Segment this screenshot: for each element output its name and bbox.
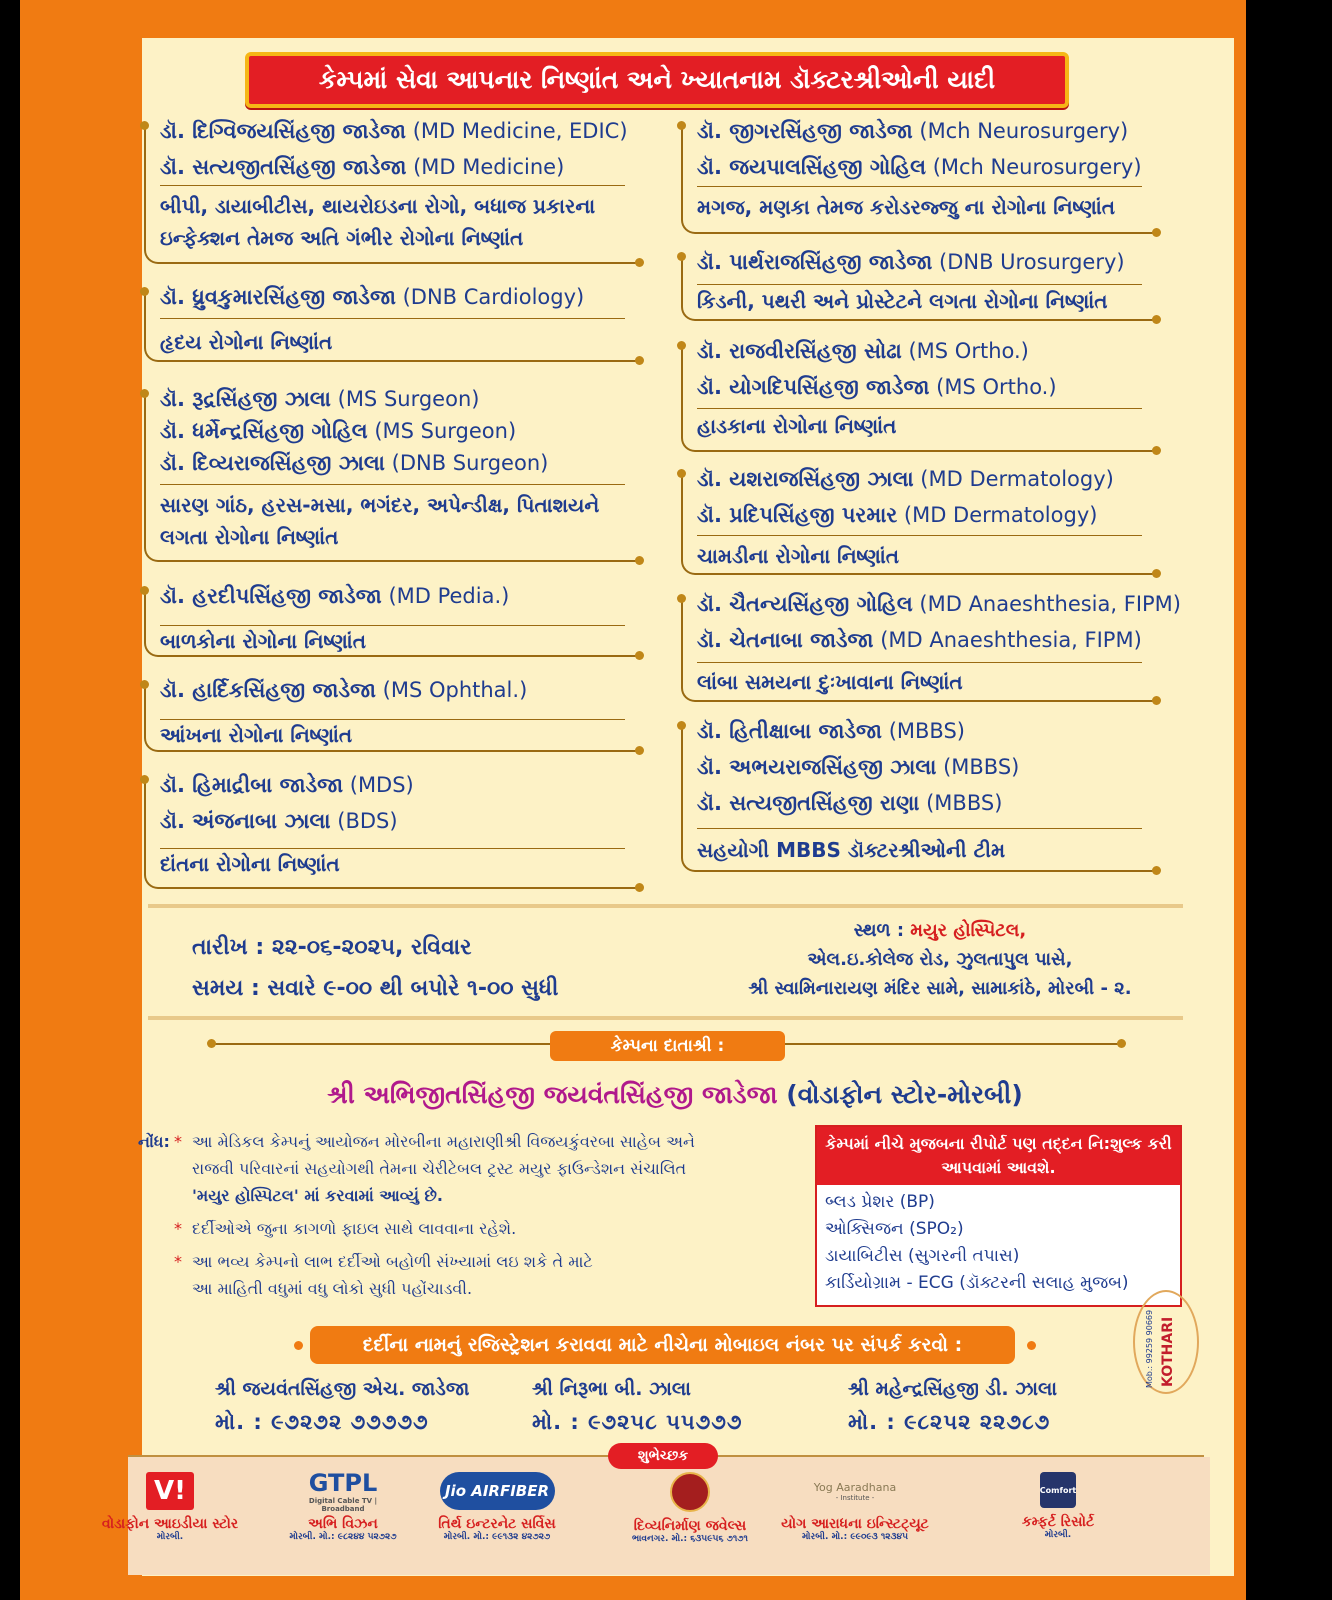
doctor-qualification: (MBBS) — [926, 791, 1003, 815]
specialty-line: સારણ ગાંઠ, હરસ-મસા, ભગંદર, અપેન્ડીક્ષ, પિતાશયને — [160, 493, 600, 517]
specialty-text — [697, 666, 1142, 698]
divider — [148, 904, 1183, 908]
doctor-entry — [697, 149, 1142, 185]
contact-phone: મો. : ૯૭૨૫૮ ૫૫૭૭૭ — [532, 1410, 743, 1434]
bracket-dot — [1152, 446, 1161, 455]
specialty-line: દાંતના રોગોના નિષ્ણાંત — [160, 852, 340, 876]
doctor-qualification: (MD Dermatology) — [903, 503, 1098, 527]
doctor-entry — [160, 803, 398, 839]
sponsor-address: મોરબી. મો.: ૯૮૨૪૪ ૫૨૭૨૭ — [289, 1532, 397, 1542]
note-line: આ ભવ્ય કેમ્પનો લાભ દર્દીઓ બહોળી સંખ્યામાં લઇ શકે તે માટે — [192, 1252, 593, 1271]
bracket-dot — [1152, 315, 1161, 324]
free-reports-header: કેમ્પમાં નીચે મુજબના રીપોર્ટ પણ તદ્દન નિ:શુલ્ક કરી આપવામાં આવશે. — [817, 1127, 1180, 1185]
doctor-name: ડૉ. સત્યજીતસિંહજી જાડેજા — [160, 155, 407, 179]
contact-name: શ્રી નિરૂભા બી. ઝાલા — [532, 1378, 691, 1400]
doctor-entry — [160, 413, 516, 449]
doctor-name: ડૉ. ચેતનાબા જાડેજા — [697, 628, 874, 652]
bracket-dot — [677, 121, 686, 130]
specialty-text — [160, 719, 625, 751]
printer-logo-mobile: Mob.: 99259 90669 — [1145, 1309, 1154, 1388]
sponsor-logo-text: GTPL — [308, 1469, 378, 1497]
sponsor-logo — [146, 1472, 194, 1510]
sponsor-address: મોરબી. — [156, 1532, 184, 1542]
doctor-qualification: (MS Ophthal.) — [382, 678, 528, 702]
doctor-entry — [697, 369, 1057, 405]
specialty-line: આંખના રોગોના નિષ્ણાંત — [160, 723, 353, 747]
doctor-entry — [697, 749, 1019, 785]
doctor-name: ડૉ. યોગદિપસિંહજી જાડેજા — [697, 375, 930, 399]
specialty-text — [697, 540, 1142, 572]
specialty-line: બાળકોના રોગોના નિષ્ણાંત — [160, 629, 366, 653]
bracket-dot — [1152, 569, 1161, 578]
sponsor-logo — [805, 1472, 905, 1510]
doctor-name: ડૉ. દિવ્યરાજસિંહજી ઝાલા — [160, 451, 385, 475]
specialty-line: હૃદય રોગોના નિષ્ણાંત — [160, 330, 333, 354]
doctor-name: ડૉ. રાજવીરસિંહજી સોઢા — [697, 339, 902, 363]
sponsor-logo-text: Yog Aaradhana — [813, 1480, 897, 1494]
contact-name: શ્રી મહેન્દ્રસિંહજી ડી. ઝાલા — [848, 1378, 1058, 1400]
venue-name: મયુર હોસ્પિટલ, — [910, 920, 1027, 941]
specialty-text — [160, 489, 625, 553]
doctor-qualification: (BDS) — [337, 809, 398, 833]
venue-label: સ્થળ : — [853, 920, 911, 941]
sponsor-logo — [440, 1472, 555, 1510]
sponsor-logo-subtext: Digital Cable TV | Broadband — [308, 1497, 378, 1513]
free-report-item: ઓક્સિજન (SPO₂) — [825, 1219, 964, 1239]
doctor-entry — [697, 333, 1029, 369]
doctor-name: ડૉ. હિતીક્ષાબા જાડેજા — [697, 719, 882, 743]
sponsor-address: મોરબી. મો.: ૯૯૦૯૩ ૧૨૩૪૫ — [801, 1532, 909, 1542]
sponsor-5 — [973, 1472, 1143, 1540]
doctor-entry — [160, 767, 414, 803]
notes-label: નોંધ: — [138, 1132, 170, 1151]
sponsor-1 — [258, 1469, 428, 1542]
doctor-name: ડૉ. ચૈતન્યસિંહજી ગોહિલ — [697, 592, 913, 616]
doctor-name: ડૉ. અંજનાબા ઝાલા — [160, 809, 331, 833]
donor-line — [300, 1080, 1050, 1110]
contact-name: શ્રી જયવંતસિંહજી એચ. જાડેજા — [215, 1378, 470, 1400]
doctor-name: ડૉ. ધ્રુવકુમારસિંહજી જાડેજા — [160, 285, 396, 309]
bracket-dot — [140, 775, 149, 784]
contact-phone: મો. : ૯૮૨૫૨ ૨૨૭૮૭ — [848, 1410, 1051, 1434]
doctor-qualification: (MS Surgeon) — [374, 419, 517, 443]
doctor-name: ડૉ. જીગરસિંહજી જાડેજા — [697, 119, 913, 143]
bracket-dot — [635, 556, 644, 565]
doctor-name: ડૉ. દિગ્વિજયસિંહજી જાડેજા — [160, 119, 407, 143]
specialty-text — [697, 834, 1142, 866]
note-line: 'મયુર હોસ્પિટલ' માં કરવામાં આવ્યું છે. — [192, 1186, 443, 1205]
free-reports-box — [815, 1125, 1182, 1307]
sponsor-4 — [770, 1472, 940, 1542]
sponsor-name: અભિ વિઝન — [308, 1516, 378, 1532]
doctor-entry — [160, 113, 628, 149]
doctor-entry — [160, 149, 564, 185]
rule-dot — [207, 1039, 216, 1048]
doctor-qualification: (DNB Cardiology) — [402, 285, 585, 309]
doctor-qualification: (MDS) — [349, 773, 414, 797]
note-line: દર્દીઓએ જુના કાગળો ફાઇલ સાથે લાવવાના રહેશે. — [192, 1219, 517, 1238]
donor-label: કેમ્પના દાતાશ્રી : — [550, 1031, 785, 1061]
group-separator — [697, 186, 1142, 187]
doctor-entry — [697, 785, 1002, 821]
doctor-entry — [160, 578, 509, 614]
doctor-qualification: (MD Anaeshthesia, FIPM) — [880, 628, 1142, 652]
specialty-line: મગજ, મણકા તેમજ કરોડરજ્જુ ના રોગોના નિષ્ણાંત — [697, 195, 1116, 219]
doctor-entry — [160, 672, 527, 708]
sponsor-name: તિર્થ ઇન્ટરનેટ સર્વિસ — [438, 1516, 556, 1532]
doctor-qualification: (MBBS) — [888, 719, 965, 743]
doctor-name: ડૉ. અભયરાજસિંહજી ઝાલા — [697, 755, 937, 779]
bracket-dot — [140, 121, 149, 130]
doctor-name: ડૉ. પાર્થરાજસિંહજી જાડેજા — [697, 250, 933, 274]
specialty-line: સહયોગી MBBS ડૉક્ટરશ્રીઓની ટીમ — [697, 838, 1006, 862]
doctor-qualification: (Mch Neurosurgery) — [919, 119, 1129, 143]
donor-note: (વોડાફોન સ્ટોર-મોરબી) — [786, 1080, 1023, 1109]
bracket-dot — [677, 721, 686, 730]
bracket-dot — [140, 287, 149, 296]
specialty-line: બીપી, ડાયાબીટીસ, થાયરોઇડના રોગો, બધાજ પ્રકારના — [160, 194, 596, 218]
donor-name: શ્રી અભિજીતસિંહજી જયવંતસિંહજી જાડેજા — [327, 1080, 778, 1109]
specialty-line: ઇન્ફેક્શન તેમજ અતિ ગંભીર રોગોના નિષ્ણાંત — [160, 226, 524, 250]
doctor-qualification: (MD Pedia.) — [388, 584, 510, 608]
bracket-dot — [635, 883, 644, 892]
bracket-dot — [635, 746, 644, 755]
camp-date: તારીખ : ૨૨-૦૬-૨૦૨૫, રવિવાર — [192, 935, 472, 960]
sponsor-logo-text: V! — [154, 1476, 186, 1506]
sponsor-3 — [605, 1472, 775, 1544]
doctor-qualification: (MS Ortho.) — [936, 375, 1057, 399]
doctor-entry — [697, 461, 1114, 497]
bracket-dot — [677, 341, 686, 350]
sponsor-logo — [288, 1469, 398, 1513]
sponsor-logo — [1040, 1472, 1076, 1508]
sponsor-name: વોડાફોન આઇડીયા સ્ટોર — [101, 1516, 239, 1532]
sponsor-address: મોરબી. મો.: ૯૯૧૩૨ ૪૨૭૨૭ — [443, 1532, 551, 1542]
free-report-item: ડાયાબિટીસ (સુગરની તપાસ) — [825, 1246, 1020, 1266]
specialty-text — [697, 410, 1142, 442]
bracket-dot — [635, 258, 644, 267]
doctor-name: ડૉ. હિમાદ્રીબા જાડેજા — [160, 773, 344, 797]
registration-banner: દર્દીના નામનું રજિસ્ટ્રેશન કરાવવા માટે નીચેના મોબાઇલ નંબર પર સંપર્ક કરવો : — [310, 1326, 1015, 1364]
note-line: આ માહિતી વધુમાં વધુ લોકો સુધી પહોંચાડવી. — [192, 1279, 473, 1298]
bracket-dot — [140, 680, 149, 689]
free-reports-list — [817, 1185, 1180, 1297]
doctor-qualification: (DNB Surgeon) — [391, 451, 549, 475]
page-title: કેમ્પમાં સેવા આપનાર નિષ્ણાંત અને ખ્યાતનામ ડૉક્ટરશ્રીઓની યાદી — [245, 52, 1069, 108]
specialty-text — [697, 191, 1142, 223]
sponsor-name: કમ્ફર્ટ રિસોર્ટ — [1021, 1514, 1095, 1530]
venue-line3: શ્રી સ્વામિનારાયણ મંદિર સામે, સામાકાંઠે, મોરબી - ૨. — [748, 978, 1132, 999]
sponsor-0 — [85, 1472, 255, 1542]
sponsor-address: મોરબી. — [1044, 1530, 1072, 1540]
doctor-entry — [697, 113, 1128, 149]
group-separator — [160, 318, 625, 319]
bracket-dot — [677, 252, 686, 261]
specialty-text — [697, 285, 1142, 317]
doctor-qualification: (MD Medicine) — [413, 155, 565, 179]
group-separator — [160, 185, 625, 186]
banner-dot — [1027, 1341, 1036, 1350]
bracket-dot — [635, 356, 644, 365]
bracket-dot — [140, 586, 149, 595]
divider — [148, 1016, 1183, 1020]
specialty-line: હાડકાના રોગોના નિષ્ણાંત — [697, 414, 897, 438]
doctor-qualification: (MS Ortho.) — [908, 339, 1029, 363]
doctor-entry — [697, 586, 1181, 622]
printer-logo — [1133, 1290, 1199, 1394]
group-separator — [697, 408, 1142, 409]
doctor-name: ડૉ. રૂદ્રસિંહજી ઝાલા — [160, 387, 331, 411]
sponsor-name: યોગ આરાધના ઇન્સ્ટિટ્યૂટ — [781, 1516, 929, 1532]
donor-rule-right — [785, 1043, 1120, 1045]
specialty-text — [160, 625, 625, 657]
doctor-entry — [160, 445, 548, 481]
printer-logo-text: KOTHARI — [1160, 1316, 1176, 1387]
bracket-dot — [635, 651, 644, 660]
note-bullet: * — [174, 1252, 182, 1271]
sponsor-logo — [670, 1472, 710, 1512]
doctor-name: ડૉ. હાર્દિકસિંહજી જાડેજા — [160, 678, 376, 702]
bracket-dot — [677, 594, 686, 603]
sponsors-label: શુભેચ્છક — [608, 1443, 718, 1469]
venue-line2: એલ.ઇ.કોલેજ રોડ, ઝુલતાપુલ પાસે, — [807, 949, 1073, 970]
doctor-qualification: (Mch Neurosurgery) — [932, 155, 1142, 179]
sponsor-name: દિવ્યનિર્માણ જવેલ્સ — [633, 1518, 747, 1534]
free-report-item: કાર્ડિયોગ્રામ - ECG (ડૉક્ટરની સલાહ મુજબ) — [825, 1273, 1129, 1293]
sponsor-logo-subtext: - Institute - — [835, 1493, 875, 1502]
bracket-dot — [677, 469, 686, 478]
doctor-name: ડૉ. જયપાલસિંહજી ગોહિલ — [697, 155, 926, 179]
doctor-entry — [160, 381, 479, 417]
bracket-dot — [1152, 696, 1161, 705]
doctor-name: ડૉ. સત્યજીતસિંહજી રાણા — [697, 791, 920, 815]
sponsor-logo-text: Comfort — [1039, 1485, 1077, 1495]
camp-time: સમય : સવારે ૯-૦૦ થી બપોરે ૧-૦૦ સુધી — [192, 976, 559, 1001]
bracket-dot — [1152, 866, 1161, 875]
doctor-qualification: (MD Medicine, EDIC) — [412, 119, 628, 143]
group-separator — [697, 662, 1142, 663]
specialty-line: કિડની, પથરી અને પ્રોસ્ટેટને લગતા રોગોના નિષ્ણાંત — [697, 289, 1108, 313]
group-separator — [697, 535, 1142, 536]
group-separator — [697, 828, 1142, 829]
note-line: આ મેડિકલ કેમ્પનું આયોજન મોરબીના મહારાણીશ્રી વિજયકુંવરબા સાહેબ અને — [192, 1132, 695, 1151]
group-separator — [160, 484, 625, 485]
doctor-name: ડૉ. યશરાજસિંહજી ઝાલા — [697, 467, 914, 491]
doctor-name: ડૉ. હરદીપસિંહજી જાડેજા — [160, 584, 382, 608]
specialty-text — [160, 190, 625, 254]
doctor-entry — [160, 279, 584, 315]
doctor-entry — [697, 713, 965, 749]
sponsor-2 — [412, 1472, 582, 1542]
doctor-qualification: (DNB Urosurgery) — [939, 250, 1125, 274]
sponsor-logo-text: Jio AIRFIBER — [444, 1482, 550, 1500]
doctor-name: ડૉ. ધર્મેન્દ્રસિંહજી ગોહિલ — [160, 419, 368, 443]
note-bullet: * — [174, 1219, 182, 1238]
doctor-entry — [697, 244, 1125, 280]
bracket-dot — [1152, 228, 1161, 237]
doctor-qualification: (MD Dermatology) — [920, 467, 1114, 491]
specialty-line: લાંબા સમયના દુઃખાવાના નિષ્ણાંત — [697, 670, 963, 694]
free-report-item: બ્લડ પ્રેશર (BP) — [825, 1192, 935, 1212]
sponsor-address: ભાવનગર. મો.: ૬૩૫૯૫૬ ૭૧૭૧ — [632, 1534, 748, 1544]
specialty-text — [160, 848, 625, 880]
doctor-name: ડૉ. પ્રદિપસિંહજી પરમાર — [697, 503, 898, 527]
contact-phone: મો. : ૯૭૨૭૨ ૭૭૭૭૭ — [215, 1410, 429, 1434]
rule-dot — [1117, 1039, 1126, 1048]
note-bullet: * — [174, 1132, 182, 1151]
donor-rule-left — [212, 1043, 550, 1045]
bracket-dot — [140, 389, 149, 398]
venue — [690, 920, 1190, 999]
doctor-entry — [697, 622, 1142, 658]
specialty-text — [160, 326, 625, 358]
note-line: રાજવી પરિવારનાં સહયોગથી તેમના ચેરીટેબલ ટ્રસ્ટ મયુર ફાઉન્ડેશન સંચાલિત — [192, 1159, 687, 1178]
doctor-qualification: (MBBS) — [943, 755, 1020, 779]
doctor-entry — [697, 497, 1097, 533]
specialty-line: ચામડીના રોગોના નિષ્ણાંત — [697, 544, 900, 568]
specialty-line: લગતા રોગોના નિષ્ણાંત — [160, 525, 339, 549]
banner-dot — [294, 1341, 303, 1350]
doctor-qualification: (MS Surgeon) — [337, 387, 480, 411]
doctor-qualification: (MD Anaeshthesia, FIPM) — [919, 592, 1181, 616]
